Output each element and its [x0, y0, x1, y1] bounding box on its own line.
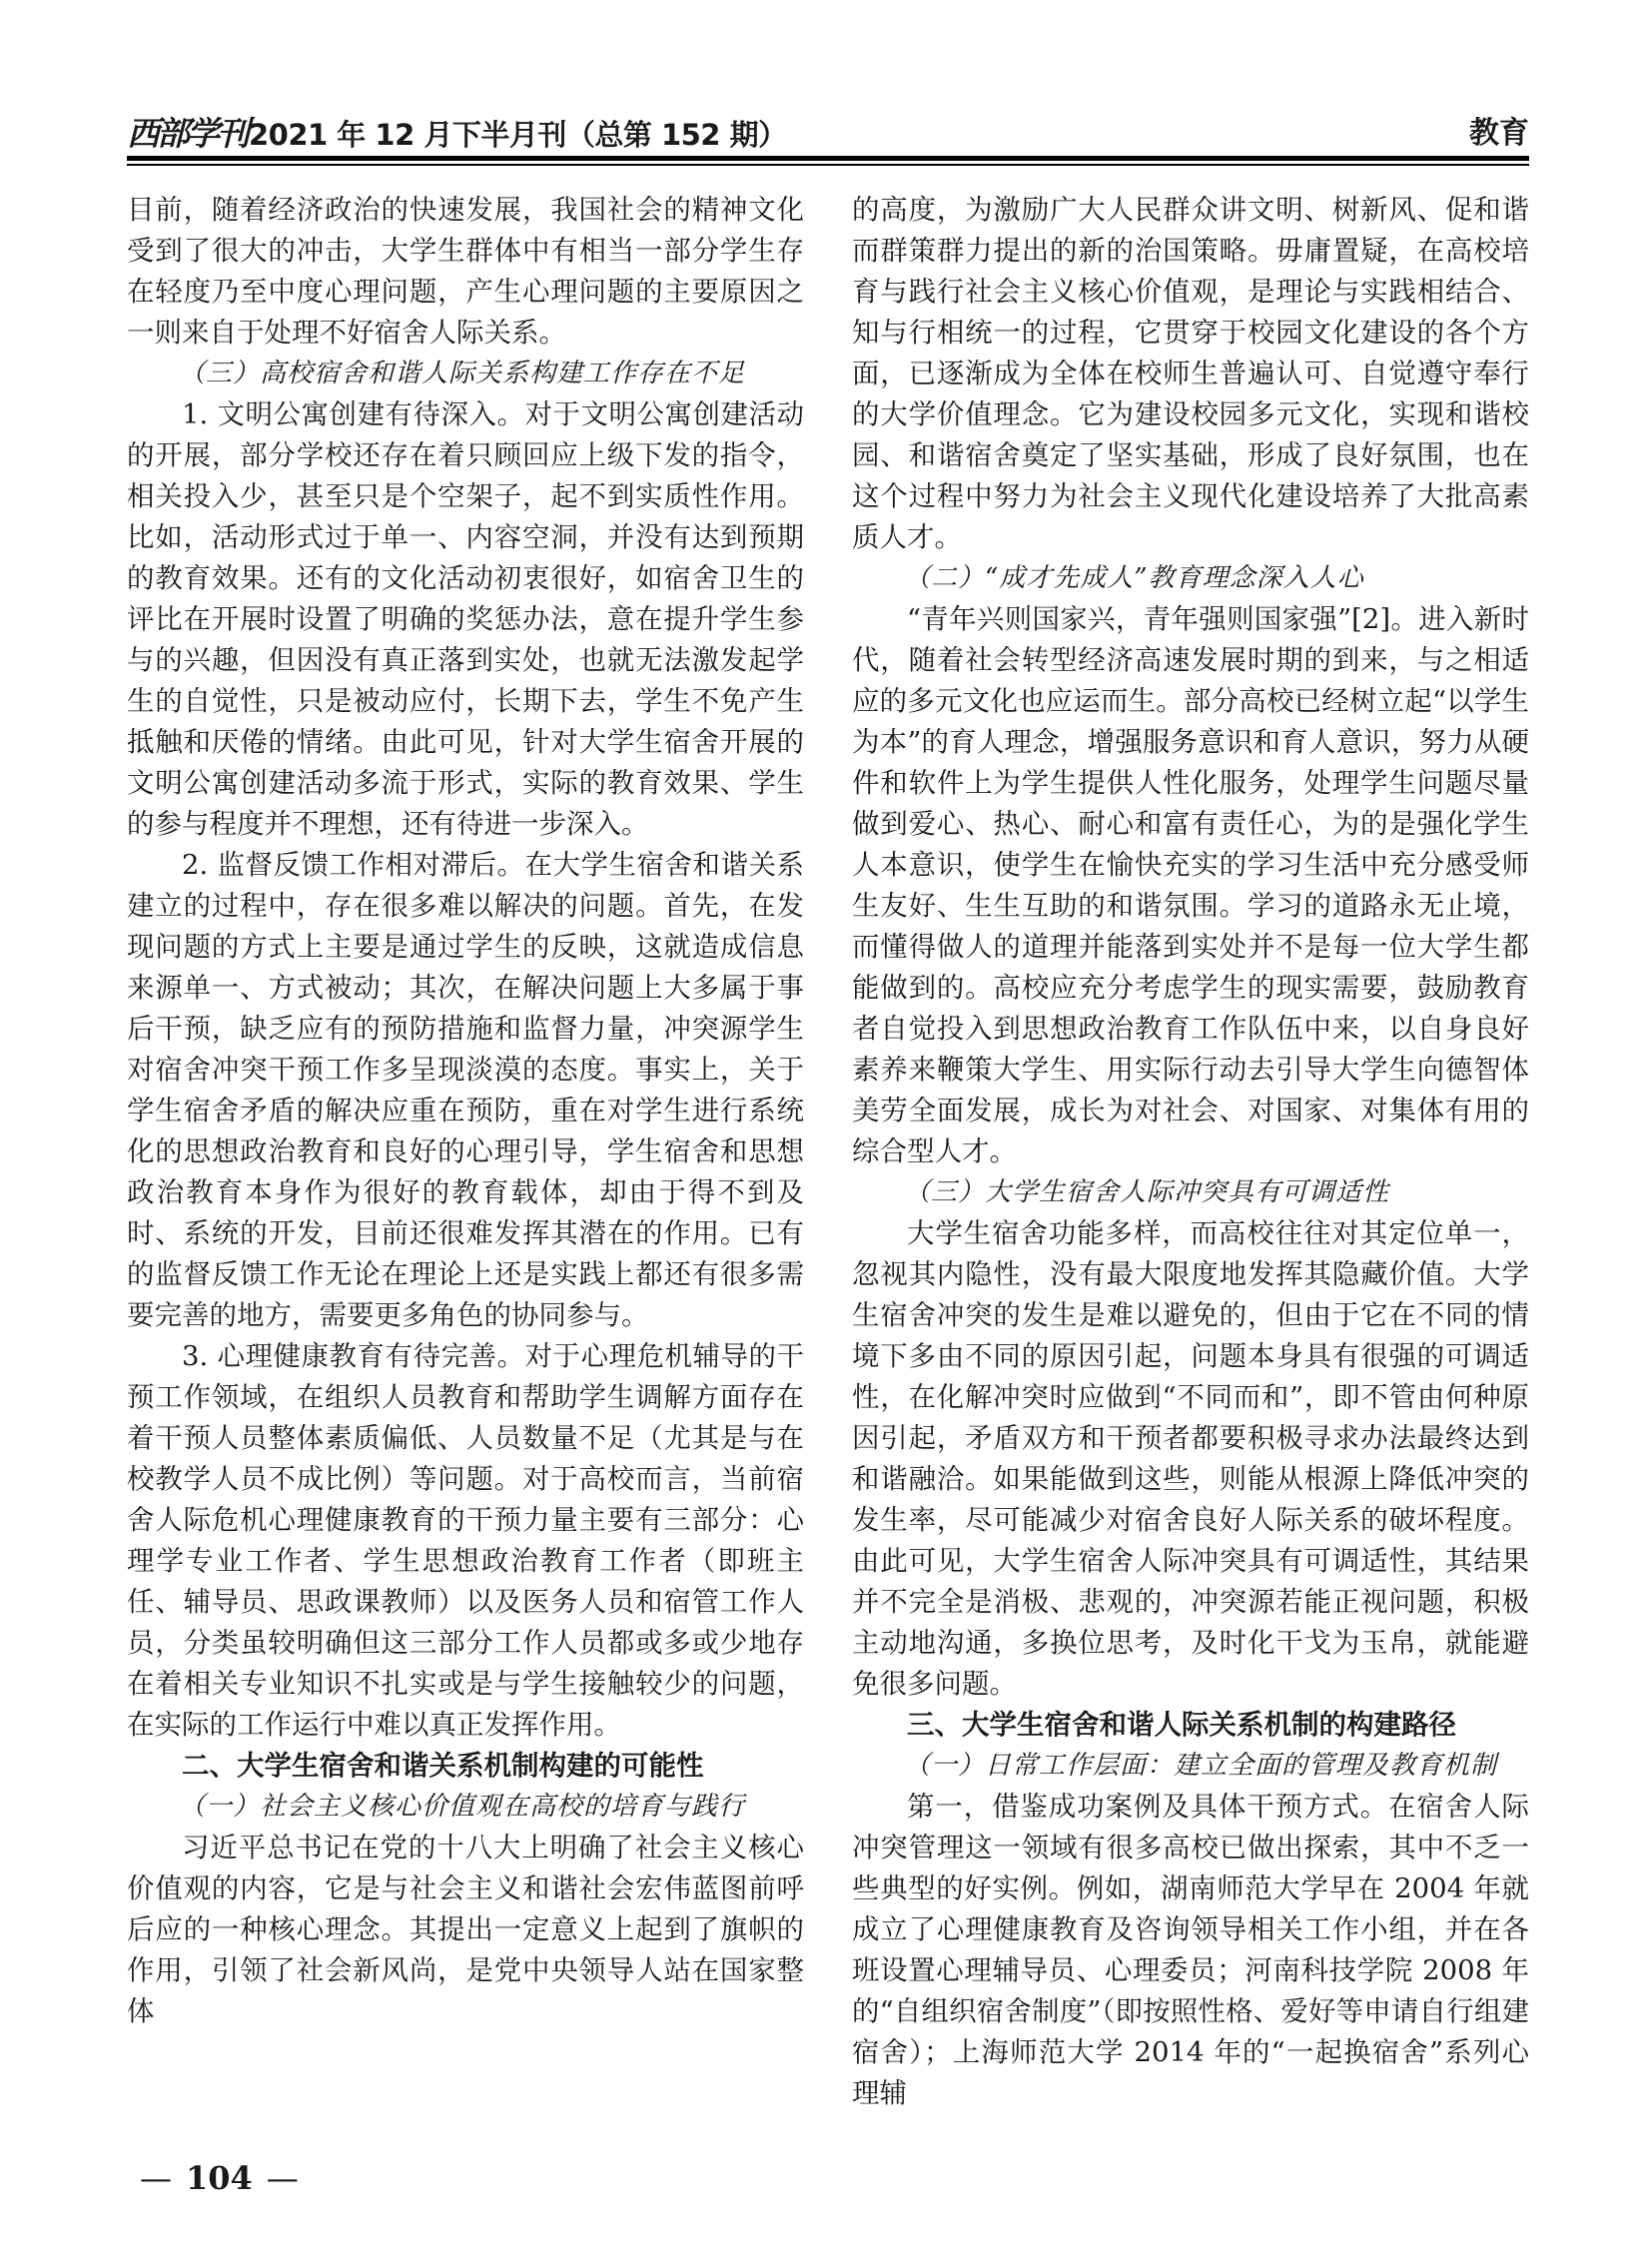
header-rule-thin — [127, 164, 1529, 166]
left-column — [127, 190, 804, 2032]
subsection-heading: （三）高校宿舍和谐人际关系构建工作存在不足 — [179, 359, 746, 388]
subsection-heading: （三）大学生宿舍人际冲突具有可调适性 — [904, 1177, 1390, 1207]
paragraph: 2. 监督反馈工作相对滞后。在大学生宿舍和谐关系建立的过程中，存在很多难以解决的问题。首先，在发现问题的方式上主要是通过学生的反映，这就造成信息来源单一、方式被动；其次，在解决问题上大多属于事后干预，缺乏应有的预防措施和监督力量，冲突源学生对宿舍冲突干预工作多呈现淡漠的态度。事实上，关于学生宿舍矛盾的解决应重在预防，重在对学生进行系统化的思想政治教育和良好的心理引导，学生宿舍和思想政治教育本身作为很好的教育载体，却由于得不到及时、系统的开发，目前还很难发挥其潜在的作用。已有的监督反馈工作无论在理论上还是实践上都还有很多需要完善的地方，需要更多角色的协同参与。 — [127, 849, 804, 1331]
paragraph: “青年兴则国家兴，青年强则国家强”[2]。进入新时代，随着社会转型经济高速发展时期的到来，与之相适应的多元文化也应运而生。部分高校已经树立起“以学生为本”的育人理念，增强服务意识和育人意识，努力从硬件和软件上为学生提供人性化服务，处理学生问题尽量做到爱心、热心、耐心和富有责任心，为的是强化学生人本意识，使学生在愉快充实的学习生活中充分感受师生友好、生生互助的和谐氛围。学习的道路永无止境，而懂得做人的道理并能落到实处并不是每一位大学生都能做到的。高校应充分考虑学生的现实需要，鼓励教育者自觉投入到思想政治教育工作队伍中来，以自身良好素养来鞭策大学生、用实际行动去引导大学生向德智体美劳全面发展，成长为对社会、对国家、对集体有用的综合型人才。 — [852, 603, 1529, 1167]
header-rule-thick — [127, 156, 1529, 161]
paragraph: 第一，借鉴成功案例及具体干预方式。在宿舍人际冲突管理这一领域有很多高校已做出探索，其中不乏一些典型的好实例。例如，湖南师范大学早在 2004 年就成立了心理健康教育及咨询领导相关工作小组，并在各班设置心理辅导员、心理委员；河南科技学院 2008 年的“自组织宿舍制度”（即按照性格、爱好等申请自行组建宿舍）；上海师范大学 2014 年的“一起换宿舍”系列心理辅 — [852, 1791, 1529, 2109]
paragraph: 大学生宿舍功能多样，而高校往往对其定位单一，忽视其内隐性，没有最大限度地发挥其隐藏价值。大学生宿舍冲突的发生是难以避免的，但由于它在不同的情境下多由不同的原因引起，问题本身具有很强的可调适性，在化解冲突时应做到“不同而和”，即不管由何种原因引起，矛盾双方和干预者都要积极寻求办法最终达到和谐融洽。如果能做到这些，则能从根源上降低冲突的发生率，尽可能减少对宿舍良好人际关系的破坏程度。由此可见，大学生宿舍人际冲突具有可调适性，其结果并不完全是消极、悲观的，冲突源若能正视问题，积极主动地沟通，多换位思考，及时化干戈为玉帛，就能避免很多问题。 — [852, 1217, 1529, 1700]
footer-dash-right: — — [266, 2159, 299, 2197]
section-name: 教育 — [1469, 116, 1529, 151]
paragraph: 3. 心理健康教育有待完善。对于心理危机辅导的干预工作领域，在组织人员教育和帮助学生调解方面存在着干预人员整体素质偏低、人员数量不足（尤其是与在校教学人员不成比例）等问题。对于高校而言，当前宿舍人际危机心理健康教育的干预力量主要有三部分：心理学专业工作者、学生思想政治教育工作者（即班主任、辅导员、思政课教师）以及医务人员和宿管工作人员，分类虽较明确但这三部分工作人员都或多或少地存在着相关专业知识不扎实或是与学生接触较少的问题，在实际的工作运行中难以真正发挥作用。 — [127, 1340, 804, 1741]
subsection-heading: （二）“成才先成人”教育理念深入人心 — [904, 563, 1364, 593]
journal-issue: 2021 年 12 月下半月刊（总第 152 期） — [249, 118, 787, 152]
right-column — [852, 190, 1529, 2114]
journal-logo: 西部学刊 — [127, 114, 247, 153]
paragraph: 目前，随着经济政治的快速发展，我国社会的精神文化受到了很大的冲击，大学生群体中有相当一部分学生存在轻度乃至中度心理问题，产生心理问题的主要原因之一则来自于处理不好宿舍人际关系。 — [127, 194, 804, 349]
page-number: 104 — [186, 2159, 253, 2197]
section-heading: 二、大学生宿舍和谐关系机制构建的可能性 — [182, 1750, 704, 1782]
subsection-heading: （一）日常工作层面：建立全面的管理及教育机制 — [904, 1751, 1498, 1781]
journal-title — [127, 108, 787, 155]
paragraph: 1. 文明公寓创建有待深入。对于文明公寓创建活动的开展，部分学校还存在着只顾回应上级下发的指令，相关投入少，甚至只是个空架子，起不到实质性作用。比如，活动形式过于单一、内容空洞，并没有达到预期的教育效果。还有的文化活动初衷很好，如宿舍卫生的评比在开展时设置了明确的奖惩办法，意在提升学生参与的兴趣，但因没有真正落到实处，也就无法激发起学生的自觉性，只是被动应付，长期下去，学生不免产生抵触和厌倦的情绪。由此可见，针对大学生宿舍开展的文明公寓创建活动多流于形式，实际的教育效果、学生的参与程度并不理想，还有待进一步深入。 — [127, 398, 804, 840]
page-footer — [140, 2159, 299, 2197]
paragraph: 习近平总书记在党的十八大上明确了社会主义核心价值观的内容，它是与社会主义和谐社会宏伟蓝图前呼后应的一种核心理念。其提出一定意义上起到了旗帜的作用，引领了社会新风尚，是党中央领导人站在国家整体 — [127, 1832, 804, 2027]
subsection-heading: （一）社会主义核心价值观在高校的培育与践行 — [179, 1792, 746, 1822]
section-heading: 三、大学生宿舍和谐人际关系机制的构建路径 — [907, 1709, 1456, 1741]
paragraph: 的高度，为激励广大人民群众讲文明、树新风、促和谐而群策群力提出的新的治国策略。毋庸置疑，在高校培育与践行社会主义核心价值观，是理论与实践相结合、知与行相统一的过程，它贯穿于校园文化建设的各个方面，已逐渐成为全体在校师生普遍认可、自觉遵守奉行的大学价值理念。它为建设校园多元文化，实现和谐校园、和谐宿舍奠定了坚实基础，形成了良好氛围，也在这个过程中努力为社会主义现代化建设培养了大批高素质人才。 — [852, 194, 1529, 553]
footer-dash-left: — — [140, 2159, 172, 2197]
running-header — [127, 108, 1529, 152]
